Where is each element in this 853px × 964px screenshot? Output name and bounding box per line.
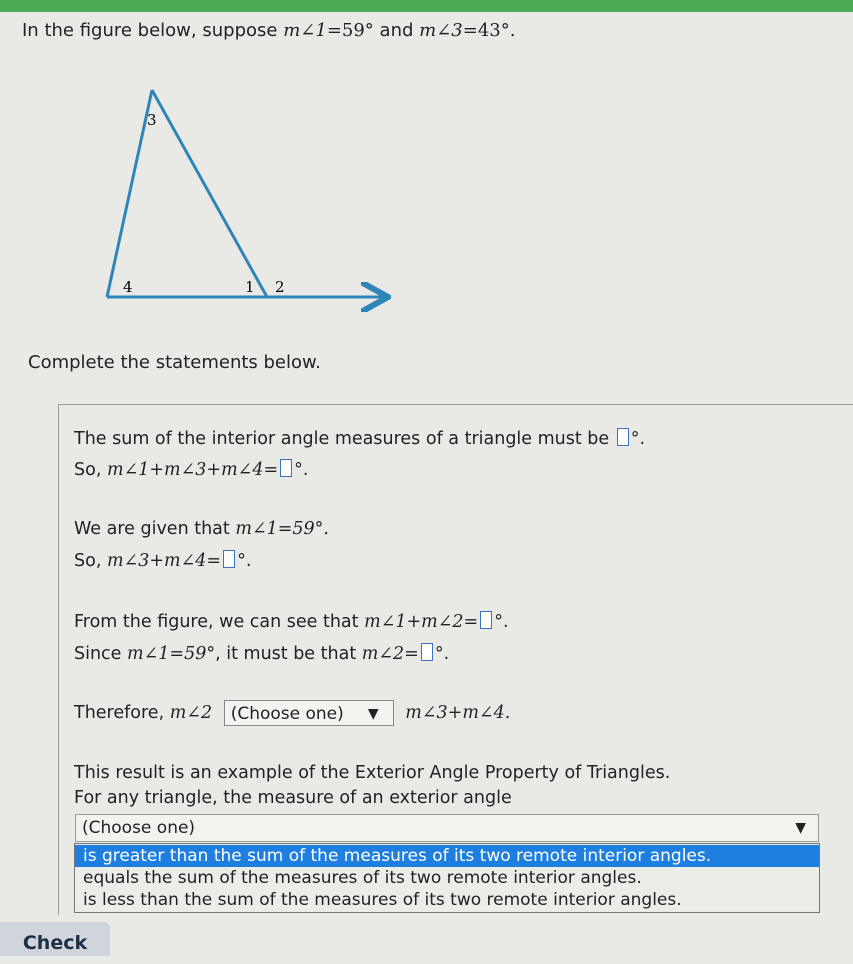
degree-suffix: °. xyxy=(630,429,646,449)
dropdown-option-greater[interactable]: is greater than the sum of the measures of its two remote interior angles. xyxy=(75,845,819,867)
answer-box-triangle-sum[interactable] xyxy=(617,428,629,446)
statement-text: We are given that xyxy=(74,519,230,539)
dropdown-arrow-icon: ▼ xyxy=(795,820,806,836)
problem-statement xyxy=(22,20,515,41)
given-angle-1-value: =59° xyxy=(326,20,374,41)
statement-text: Therefore, xyxy=(74,703,165,723)
sum-3-4-expression: m∠3+m∠4. xyxy=(405,703,511,723)
problem-prefix: In the figure below, suppose xyxy=(22,20,278,41)
angle-2-expression: m∠2= xyxy=(361,644,419,664)
dropdown-arrow-icon: ▼ xyxy=(367,706,379,722)
statement-triangle-sum xyxy=(74,428,645,449)
dropdown-option-equals[interactable]: equals the sum of the measures of its two remote interior angles. xyxy=(75,867,819,889)
property-line-1: This result is an example of the Exterior Angle Property of Triangles. xyxy=(74,763,671,783)
answer-box-sum-3-4[interactable] xyxy=(223,550,235,568)
given-angle-3-expr: m∠3 xyxy=(419,20,463,41)
exterior-angle-select-value: (Choose one) xyxy=(82,818,196,838)
triangle-side-right xyxy=(152,90,267,297)
answer-box-sum-all[interactable] xyxy=(280,459,292,477)
top-bar xyxy=(0,0,853,12)
given-angle-1-expr: m∠1 xyxy=(283,20,327,41)
statement-linear-pair xyxy=(74,611,509,632)
answer-box-sum-1-2[interactable] xyxy=(480,611,492,629)
statement-since: Since xyxy=(74,644,122,664)
sum-expression: m∠1+m∠3+m∠4= xyxy=(106,460,279,480)
problem-and: and xyxy=(379,20,414,41)
triangle-figure xyxy=(95,85,395,315)
degree-suffix: °. xyxy=(434,644,450,664)
dropdown-option-less[interactable]: is less than the sum of the measures of its two remote interior angles. xyxy=(75,889,819,911)
comparison-select[interactable] xyxy=(224,700,394,726)
instructions-label: Complete the statements below. xyxy=(28,352,321,373)
statement-therefore xyxy=(74,700,510,726)
angle-label-2: 2 xyxy=(275,278,285,296)
triangle-side-left xyxy=(107,90,152,297)
statement-so: So, xyxy=(74,460,102,480)
exterior-angle-select[interactable] xyxy=(75,814,819,842)
given-angle-3-value: =43°. xyxy=(462,20,516,41)
statement-remaining-sum xyxy=(74,550,251,571)
given-expression: m∠1=59°. xyxy=(235,519,329,539)
degree-suffix: °. xyxy=(294,460,309,480)
linear-pair-expression: m∠1+m∠2= xyxy=(364,612,479,632)
comparison-select-value: (Choose one) xyxy=(230,704,344,724)
property-line-2: For any triangle, the measure of an exterior angle xyxy=(74,788,512,808)
statement-text: From the figure, we can see that xyxy=(74,612,359,632)
answer-box-angle-2[interactable] xyxy=(421,643,433,661)
degree-suffix: °. xyxy=(494,612,509,632)
statement-given xyxy=(74,519,329,539)
check-button[interactable]: Check xyxy=(0,922,110,956)
statement-sum-equation xyxy=(74,459,308,480)
statement-text: The sum of the interior angle measures of a triangle must be xyxy=(74,429,610,449)
remaining-expression: m∠3+m∠4= xyxy=(106,551,222,571)
degree-suffix: °. xyxy=(237,551,252,571)
angle-1-expression: m∠1=59° xyxy=(127,644,216,664)
angle-label-1: 1 xyxy=(245,278,255,296)
statement-angle-2 xyxy=(74,643,449,664)
angle-label-4: 4 xyxy=(123,278,133,296)
statement-so: So, xyxy=(74,551,102,571)
angle-label-3: 3 xyxy=(147,111,157,129)
angle-2-expression: m∠2 xyxy=(169,703,213,723)
statement-text: , it must be that xyxy=(215,644,357,664)
